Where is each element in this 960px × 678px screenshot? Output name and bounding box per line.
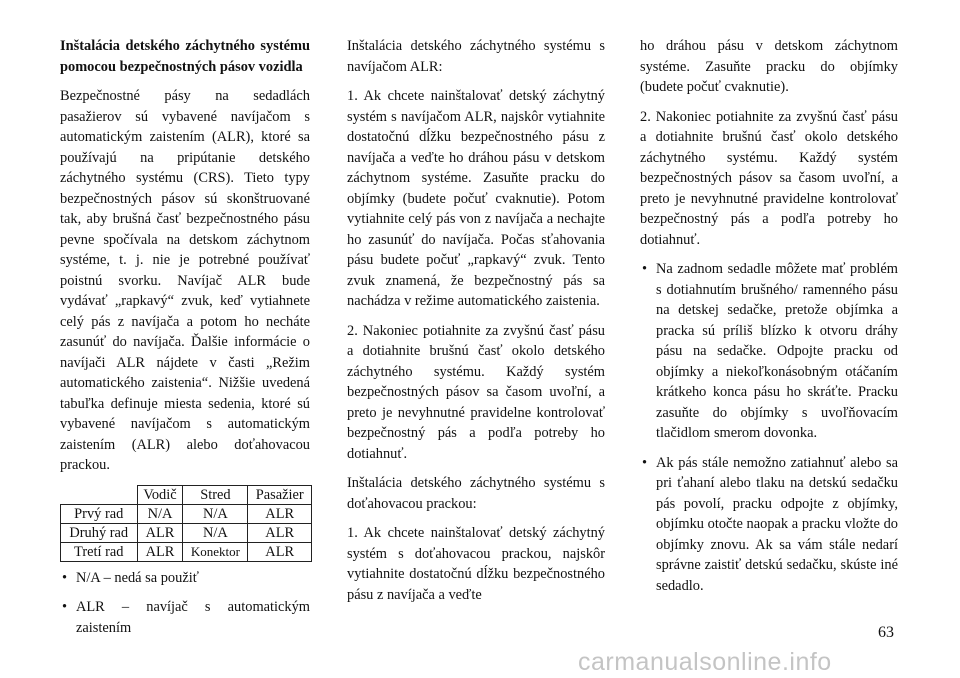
table-cell: N/A xyxy=(183,523,248,542)
table-cell: ALR xyxy=(248,542,312,561)
watermark: carmanualsonline.info xyxy=(578,648,832,676)
table-cell: ALR xyxy=(248,523,312,542)
paragraph: ho dráhou pásu v detskom záchytnom systéme. Zasuňte pracku do objímky (budete počuť cvaknutie). xyxy=(640,38,898,95)
list-item-text: N/A – nedá sa použiť xyxy=(76,569,199,586)
table-header-cell: Pasažier xyxy=(248,485,312,504)
table-header-cell: Stred xyxy=(183,485,248,504)
table-cell: ALR xyxy=(248,504,312,523)
bullet-icon: • xyxy=(62,569,68,586)
list-item xyxy=(60,568,310,589)
table-cell: Tretí rad xyxy=(61,542,138,561)
table-cell: Druhý rad xyxy=(61,523,138,542)
table-cell: N/A xyxy=(183,504,248,523)
table-cell: Konektor xyxy=(183,542,248,561)
table-cell: N/A xyxy=(137,504,183,523)
seating-table xyxy=(60,485,312,562)
paragraph: Inštalácia detského záchytného systému s navíjačom ALR: xyxy=(347,38,605,75)
page-number: 63 xyxy=(878,624,894,641)
table-cell: ALR xyxy=(137,523,183,542)
column-left xyxy=(60,36,310,647)
list-item xyxy=(60,597,310,638)
table-corner-cell xyxy=(61,485,138,504)
table-cell: ALR xyxy=(137,542,183,561)
intro-paragraph: Bezpečnostné pásy na sedadlách pasažierov sú vybavené navíjačom s automatickým zaistením (ALR), ktoré sa používajú na pripútanie detského záchytného systému (CRS). Tieto typy bezpečnostných pásov sú skonštruované tak, aby brušná časť bezpečnostného pásu pevne spočívala na detskom záchytnom systéme, t. j. nie je potrebné používať poistnú svorku. Navíjač ALR bude vydávať „rapkavý“ zvuk, keď vytiahnete celý pás z navíjača a potom ho necháte zasunúť do navíjača. Ďalšie informácie o navíjači ALR nájdete v časti „Režim automatického zaistenia“. Nižšie uvedená tabuľka definuje miesta sedenia, ktoré sú vybavené navíjačom s automatickým zaistením (ALR) alebo doťahovacou prackou. xyxy=(60,88,310,473)
list-item-text: Na zadnom sedadle môžete mať problém s dotiahnutím brušného/ ramenného pásu na detskej sedačke, pretože objímka a pracka sú príliš blízko k otvoru dráhy pásu na sedačke. Odpojte pracku od objímky a niekoľkonásobným otáčaním krátkeho konca pásu ho skráťte. Pracku zasuňte do objímky s uvoľňovacím tlačidlom smerom dovonka. xyxy=(656,261,898,441)
paragraph: Inštalácia detského záchytného systému s doťahovacou prackou: xyxy=(347,475,605,512)
list-item-text: ALR – navíjač s automatickým zaistením xyxy=(76,599,310,636)
section-heading: Inštalácia detského záchytného systému pomocou bezpečnostných pásov vozidla xyxy=(60,38,310,75)
table-row xyxy=(61,523,312,542)
table-header-cell: Vodič xyxy=(137,485,183,504)
bullet-icon: • xyxy=(62,599,68,615)
bullet-icon: • xyxy=(642,454,648,471)
tips-list xyxy=(640,259,898,596)
column-middle xyxy=(347,36,605,614)
bullet-icon: • xyxy=(642,261,648,277)
table-row xyxy=(61,504,312,523)
paragraph: 1. Ak chcete nainštalovať detský záchytný systém s doťahovacou prackou, najskôr vytiahnite dostatočnú dĺžku bezpečnostného pásu z navíjača a veďte xyxy=(347,525,605,603)
table-row xyxy=(61,542,312,561)
list-item xyxy=(640,453,898,597)
paragraph: 2. Nakoniec potiahnite za zvyšnú časť pásu a dotiahnite brušnú časť okolo detského záchytného systému. Každý systém bezpečnostných pásov sa časom uvoľní, a preto je nevyhnutné pravidelne kontrolovať bezpečnostný pás a podľa potreby ho dotiahnuť. xyxy=(640,108,898,248)
list-item-text: Ak pás stále nemožno zatiahnuť alebo sa pri ťahaní alebo tlaku na detskú sedačku pás povolí, pracku odpojte z objímky, objímku otočte naopak a pracku vložte do objímky znovu. Ak sa vám stále nedarí správne zaistiť detskú sedačku, skúste iné sedadlo. xyxy=(656,454,898,594)
list-item xyxy=(640,259,898,444)
table-header-row xyxy=(61,485,312,504)
paragraph: 1. Ak chcete nainštalovať detský záchytný systém s navíjačom ALR, najskôr vytiahnite dostatočnú dĺžku bezpečnostného pásu z navíjača a veďte ho dráhou pásu v detskom záchytnom systéme. Zasuňte pracku do objímky (budete počuť cvaknutie). Potom vytiahnite celý pás von z navíjača a nechajte ho zasunúť do navíjača. Počas sťahovania pásu budete počuť „rapkavý“ zvuk. Tento zvuk znamená, že bezpečnostný pás sa nachádza v režime automatického zaistenia. xyxy=(347,88,605,309)
paragraph: 2. Nakoniec potiahnite za zvyšnú časť pásu a dotiahnite brušnú časť okolo detského záchytného systému. Každý systém bezpečnostných pásov sa časom uvoľní, a preto je nevyhnutné pravidelne kontrolovať bezpečnostný pás a podľa potreby ho dotiahnuť. xyxy=(347,322,605,462)
table-cell: Prvý rad xyxy=(61,504,138,523)
column-right xyxy=(640,36,898,605)
legend-list xyxy=(60,568,310,639)
